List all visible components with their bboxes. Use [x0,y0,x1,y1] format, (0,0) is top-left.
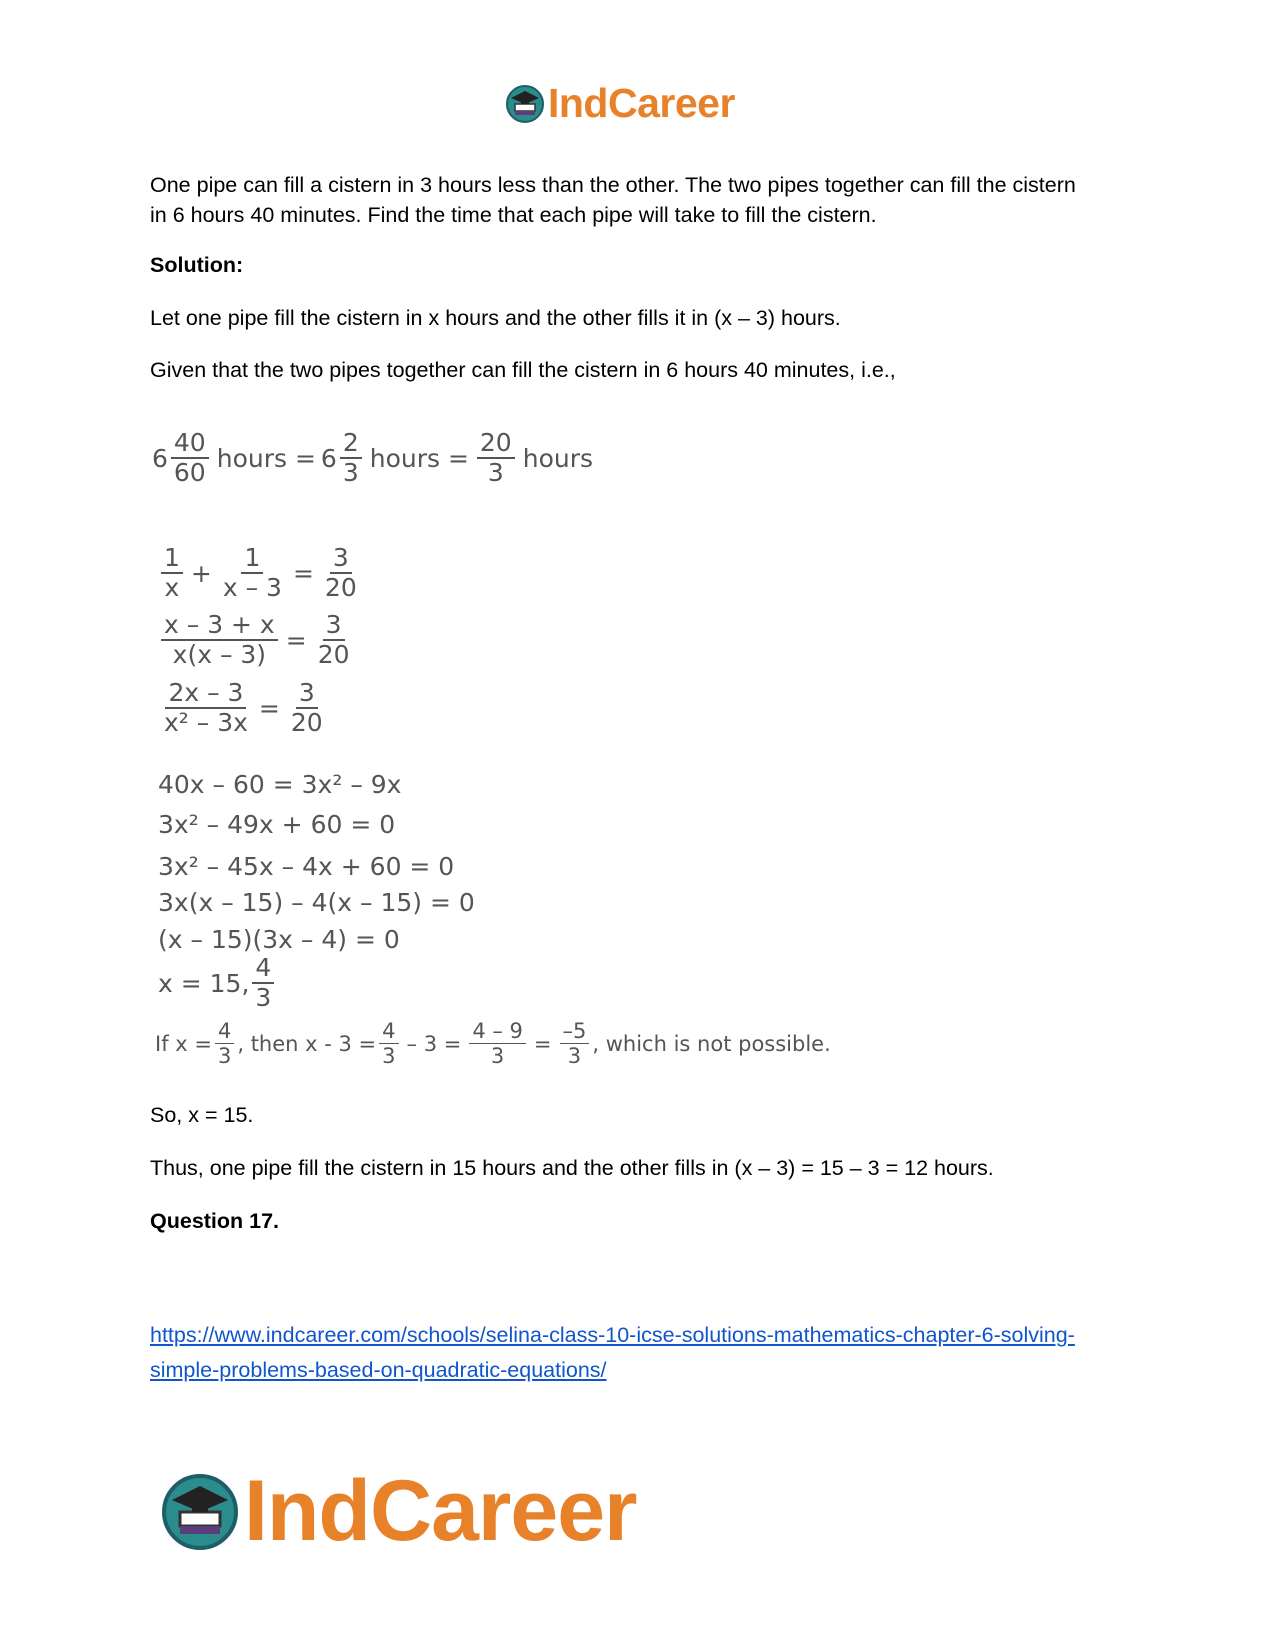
equation-3: $\frac{2x - 3}{\text{x² – 3x}}$ = $\frac{3}{20}$ [164,678,323,738]
brand-name: IndCareer [548,80,735,126]
paragraph-4: Thus, one pipe fill the cistern in 15 hours and the other fills in (x – 3) = 15 – 3 = 12 hours. [150,1156,994,1180]
equation-1: $\frac{1}{x}$ + $\frac{1}{x - 3}$ = $\frac{3}{20}$ [158,545,363,602]
paragraph-2: Given that the two pipes together can fill the cistern in 6 hours 40 minutes, i.e., [150,358,896,382]
paragraph-3: So, x = 15. [150,1103,254,1127]
next-question-heading: Question 17. [150,1209,280,1233]
hours-conversion: 6 $\frac{40}{60}$ hours = 6 $\frac{2}{3}$ hours = $\frac{20}{3}$ hours [152,428,594,488]
graduation-cap-globe-book-icon [160,1472,240,1552]
brand-name: IndCareer [244,1463,637,1559]
roots-line: x = 15, $\frac{4}{3}$ [158,955,277,1012]
graduation-cap-globe-book-icon [505,84,545,124]
equation-line-2: 3x² – 49x + 60 = 0 [158,810,396,839]
equation-2: $\frac{x - 3 + x}{x(x - 3)}$ = $\frac{3}{20}$ [158,612,356,669]
equation-line-5: (x – 15)(3x – 4) = 0 [158,925,400,954]
equation-line-3: 3x² – 45x – 4x + 60 = 0 [158,852,455,881]
equation-line-1: 40x – 60 = 3x² – 9x [158,770,402,799]
check-line: If x = $\frac{4}{3}$ , then x - 3 = $\frac{4}{3}$ – 3 = $\frac{4 - 9}{3}$ = $\frac{-5}{3}$ , which is not possible. [155,1019,831,1069]
footer-link[interactable]: https://www.indcareer.com/schools/selina-class-10-icse-solutions-mathematics-chapter-6-solving-simple-problems-based-on-quadratic-equations/ [150,1323,1075,1382]
solution-heading: Solution: [150,253,244,277]
brand-logo-bottom [160,1462,637,1561]
brand-logo-top [505,80,735,127]
equation-line-4: 3x(x – 15) – 4(x – 15) = 0 [158,888,475,917]
paragraph-1: Let one pipe fill the cistern in x hours and the other fills it in (x – 3) hours. [150,306,841,330]
question-text: One pipe can fill a cistern in 3 hours less than the other. The two pipes together can fill the cistern in 6 hours 40 minutes. Find the time that each pipe will take to fill the cistern. [150,173,1076,227]
